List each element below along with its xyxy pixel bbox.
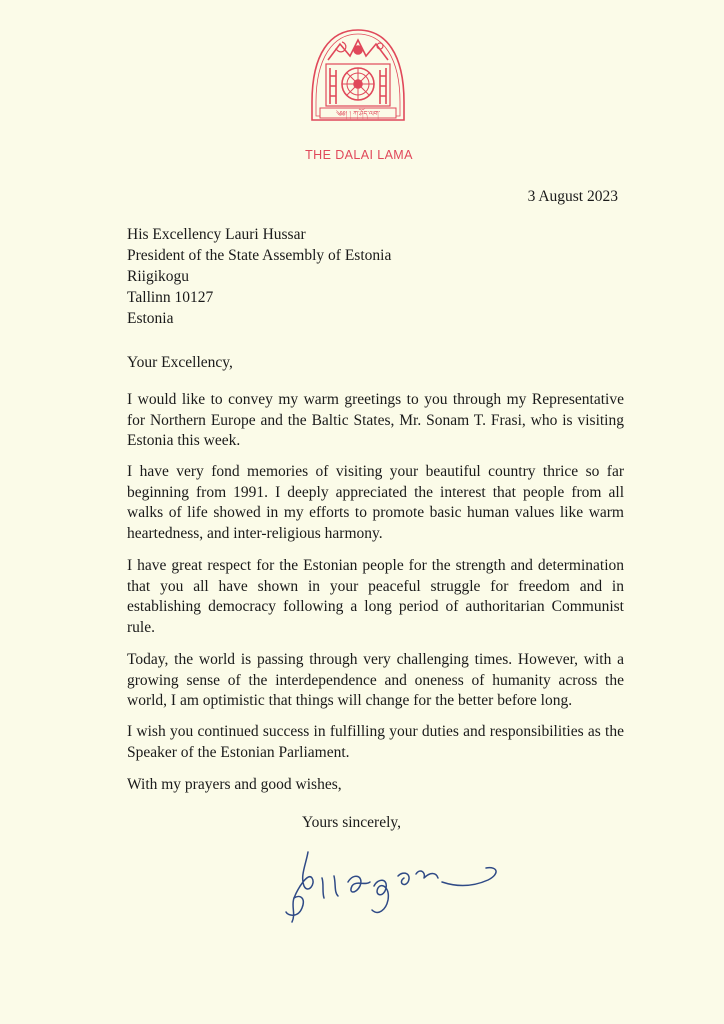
body-paragraph: I wish you continued success in fulfilling your duties and responsibilities as the Speaker of the Estonian Parliament. <box>127 723 624 761</box>
body-paragraph: I would like to convey my warm greetings to you through my Representative for Northern Europe and the Baltic States, Mr. Sonam T. Frasi, who is visiting Estonia this week. <box>127 391 624 449</box>
body-paragraph: I have great respect for the Estonian people for the strength and determination that you all have shown in your peaceful struggle for freedom and in establishing democracy following a long period of authoritarian Communist rule. <box>127 557 624 636</box>
recipient-line: Tallinn 10127 <box>127 289 214 306</box>
recipient-address <box>127 224 391 329</box>
seal-inscription: ༄༅། ། ཀ་ཤོད་ལག་ <box>335 110 381 118</box>
body-paragraph: Today, the world is passing through very challenging times. However, with a growing sense of the interdependence and oneness of humanity across the world, I am optimistic that things will change for the better before long. <box>127 651 624 709</box>
letter-date: 3 August 2023 <box>527 188 618 205</box>
signoff: Yours sincerely, <box>302 814 402 831</box>
letterhead-name: THE DALAI LAMA <box>305 148 413 162</box>
dalai-lama-seal-icon <box>306 24 410 132</box>
closing-line: With my prayers and good wishes, <box>127 776 342 793</box>
recipient-line: Riigikogu <box>127 268 190 285</box>
recipient-line: President of the State Assembly of Estonia <box>127 247 392 264</box>
body-paragraph: I have very fond memories of visiting your beautiful country thrice so far beginning from 1991. I deeply appreciated the interest that people from all walks of life showed in my efforts to promote basic human values like warm heartedness, and inter-religious harmony. <box>127 463 624 542</box>
salutation: Your Excellency, <box>127 354 233 371</box>
recipient-line: His Excellency Lauri Hussar <box>127 226 306 243</box>
signature-icon <box>278 842 510 932</box>
recipient-line: Estonia <box>127 310 174 327</box>
